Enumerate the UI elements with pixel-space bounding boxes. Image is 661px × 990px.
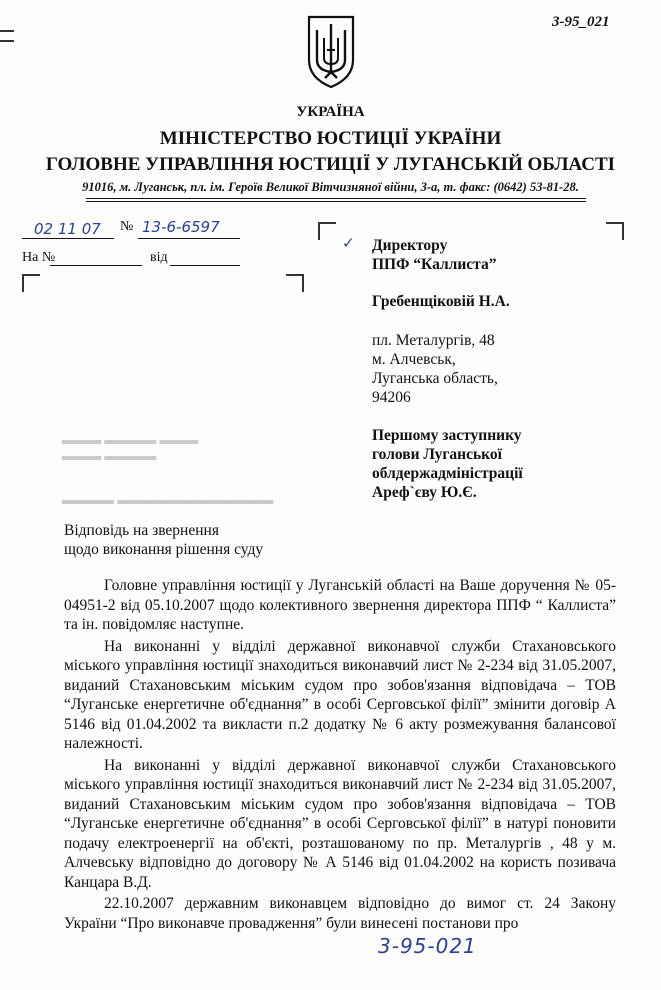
recipient-address-street: пл. Металургів, 48 <box>372 332 495 349</box>
letter-body <box>64 576 616 935</box>
ministry-name: МІНІСТЕРСТВО ЮСТИЦІЇ УКРАЇНИ <box>159 128 502 149</box>
bracket-corner <box>318 222 336 240</box>
reference-number-label: На № <box>22 250 56 265</box>
office-name: ГОЛОВНЕ УПРАВЛІННЯ ЮСТИЦІЇ У ЛУГАНСЬКІЙ ОБЛАСТІ <box>45 154 616 175</box>
body-paragraph: Головне управління юстиції у Луганській області на Ваше доручення № 05-04951-2 від 05.10.2007 щодо колективного звернення директора ППФ “ Каллиста” та ін. повідомляє наступне. <box>64 577 616 633</box>
recipient-name: Гребенщіковій Н.А. <box>372 293 510 310</box>
punch-mark <box>0 40 14 42</box>
reference-date-line <box>170 265 240 266</box>
bleed-through: ▬▬▬▬ ▬▬▬▬▬▬▬▬▬▬▬▬ <box>62 492 274 507</box>
reference-number-line <box>50 265 142 266</box>
body-paragraph: 22.10.2007 державним виконавцем відповідно до вимог ст. 24 Закону України “Про виконавче провадження” були винесені постанови про <box>64 895 616 932</box>
body-paragraph: На виконанні у відділі державної виконавчої служби Стахановського міського управління юстиції знаходиться виконавчий лист № 2-234 від 31.05.2007, виданий Стахановським міським судом про зобов'язання відповідача – ТОВ “Луганське енергетичне об'єднання” в особі Серговської філії” в натурі поновити подачу електроенергії на об'єкті, розташованому по пр. Металургів , 48 у м. Алчевську відповідно до договору № А 5146 від 01.04.2002 на користь позивача Канцара В.Д. <box>64 756 616 891</box>
recipient-address-city: м. Алчевськ, <box>372 351 456 368</box>
punch-mark <box>0 30 14 32</box>
bleed-through: ▬▬▬ ▬▬▬▬ <box>62 448 157 463</box>
recipient-address-region: Луганська область, <box>372 370 498 387</box>
document-code-top: 3-95_021 <box>552 14 610 30</box>
header-rule <box>86 198 586 199</box>
country-name: УКРАЇНА <box>296 104 365 120</box>
outgoing-number: 13-6-6597 <box>142 218 220 236</box>
second-recipient-title: облдержадміністрації <box>372 465 523 482</box>
bleed-through: ▬▬▬ ▬▬▬▬ ▬▬▬ <box>62 432 199 447</box>
document-code-bottom: 3-95-021 <box>378 934 477 958</box>
office-address: 91016, м. Луганськ, пл. ім. Героїв Великої Вітчизняної війни, 3-а, т. факс: (0642) 53-81-28. <box>82 180 579 194</box>
outgoing-date: 02 11 07 <box>34 220 101 238</box>
bracket-corner <box>606 222 624 240</box>
reference-date-label: від <box>150 250 168 265</box>
bracket-corner <box>22 274 40 292</box>
recipient-title: Директору <box>372 237 448 254</box>
second-recipient-name: Ареф`єву Ю.Є. <box>372 484 477 501</box>
subject-line: Відповідь на звернення <box>64 522 219 539</box>
second-recipient-title: голови Луганської <box>372 446 502 463</box>
second-recipient-title: Першому заступнику <box>372 427 522 444</box>
checkmark-icon: ✓ <box>342 236 355 252</box>
recipient-company: ППФ “Каллиста” <box>372 256 497 273</box>
body-paragraph: На виконанні у відділі державної виконавчої служби Стахановського міського управління юстиції знаходиться виконавчий лист № 2-234 від 31.05.2007, виданий Стахановським міським судом про зобов'язання відповідача – ТОВ “Луганське енергетичне об'єднання” в особі Серговської філії” змінити договір А 5146 від 01.04.2002 та викласти п.2 додатку № 6 акту розмежування балансової належності. <box>64 637 616 752</box>
number-label: № <box>120 219 134 234</box>
coat-of-arms-icon <box>306 14 356 90</box>
recipient-address-postcode: 94206 <box>372 389 411 406</box>
date-underline <box>22 238 114 239</box>
bracket-corner <box>286 274 304 292</box>
subject-line: щодо виконання рішення суду <box>64 541 264 558</box>
number-underline <box>138 238 240 239</box>
header-rule <box>86 201 586 202</box>
